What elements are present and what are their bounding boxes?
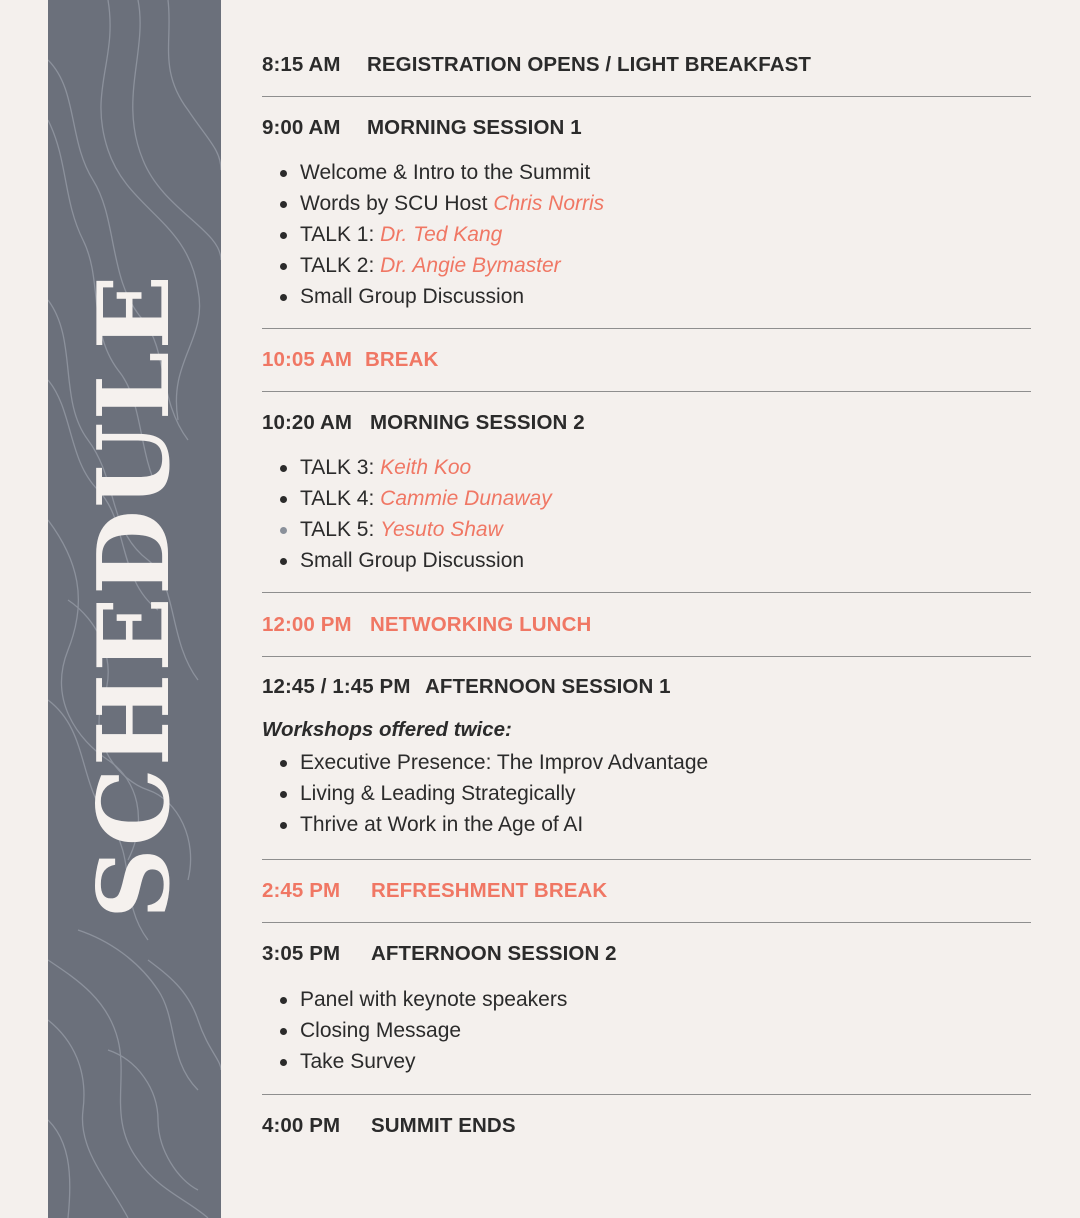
- list-item: Take Survey: [262, 1046, 567, 1077]
- speaker-name: Dr. Ted Kang: [380, 223, 503, 246]
- time-label: 8:15 AM: [262, 53, 341, 76]
- time-label: 12:45 / 1:45 PM: [262, 675, 411, 698]
- list-item: TALK 3: Keith Koo: [262, 452, 552, 483]
- afternoon-session-2-list: [262, 984, 567, 1077]
- list-item: Small Group Discussion: [262, 545, 552, 576]
- list-item: Thrive at Work in the Age of AI: [262, 809, 708, 840]
- list-item: Executive Presence: The Improv Advantage: [262, 747, 708, 778]
- divider: [262, 859, 1031, 860]
- divider: [262, 922, 1031, 923]
- list-item: Welcome & Intro to the Summit: [262, 157, 604, 188]
- workshops-note: Workshops offered twice:: [262, 718, 512, 741]
- event-title: SUMMIT ENDS: [371, 1114, 516, 1137]
- event-title: NETWORKING LUNCH: [370, 613, 592, 636]
- list-item: Small Group Discussion: [262, 281, 604, 312]
- schedule-sidebar-band: [48, 0, 221, 1218]
- time-label: 10:05 AM: [262, 348, 353, 371]
- list-item: Closing Message: [262, 1015, 567, 1046]
- schedule-row-break: [262, 347, 1031, 373]
- list-item: Panel with keynote speakers: [262, 984, 567, 1015]
- list-item: Living & Leading Strategically: [262, 778, 708, 809]
- schedule-row-refreshment-break: [262, 878, 1031, 904]
- morning-session-1-list: [262, 157, 604, 312]
- speaker-name: Chris Norris: [493, 192, 605, 215]
- morning-session-2-list: [262, 452, 552, 576]
- list-item: TALK 5: Yesuto Shaw: [262, 514, 552, 545]
- divider: [262, 96, 1031, 97]
- divider: [262, 1094, 1031, 1095]
- afternoon-session-1-list: [262, 747, 708, 840]
- speaker-name: Yesuto Shaw: [380, 518, 503, 541]
- event-title: MORNING SESSION 1: [367, 116, 582, 139]
- time-label: 3:05 PM: [262, 942, 341, 965]
- list-item: TALK 2: Dr. Angie Bymaster: [262, 250, 604, 281]
- time-label: 12:00 PM: [262, 613, 352, 636]
- schedule-row-morning-session-2: [262, 410, 1031, 436]
- schedule-row-registration: [262, 52, 1031, 78]
- time-label: 2:45 PM: [262, 879, 341, 902]
- schedule-row-networking-lunch: [262, 612, 1031, 638]
- divider: [262, 328, 1031, 329]
- divider: [262, 592, 1031, 593]
- speaker-name: Dr. Angie Bymaster: [380, 254, 561, 277]
- schedule-row-afternoon-session-2: [262, 941, 1031, 967]
- divider: [262, 391, 1031, 392]
- speaker-name: Keith Koo: [380, 456, 472, 479]
- list-item: TALK 1: Dr. Ted Kang: [262, 219, 604, 250]
- time-label: 9:00 AM: [262, 116, 341, 139]
- divider: [262, 656, 1031, 657]
- speaker-name: Cammie Dunaway: [380, 487, 552, 510]
- event-title: AFTERNOON SESSION 1: [425, 675, 671, 698]
- event-title: REGISTRATION OPENS / LIGHT BREAKFAST: [367, 53, 811, 76]
- event-title: REFRESHMENT BREAK: [371, 879, 608, 902]
- schedule-row-afternoon-session-1: [262, 674, 1031, 700]
- schedule-row-morning-session-1: [262, 115, 1031, 141]
- time-label: 10:20 AM: [262, 411, 353, 434]
- schedule-title: SCHEDULE: [76, 272, 192, 920]
- schedule-row-summit-ends: [262, 1113, 1031, 1139]
- time-label: 4:00 PM: [262, 1114, 341, 1137]
- list-item: TALK 4: Cammie Dunaway: [262, 483, 552, 514]
- event-title: AFTERNOON SESSION 2: [371, 942, 617, 965]
- list-item: Words by SCU Host Chris Norris: [262, 188, 604, 219]
- event-title: BREAK: [365, 348, 439, 371]
- event-title: MORNING SESSION 2: [370, 411, 585, 434]
